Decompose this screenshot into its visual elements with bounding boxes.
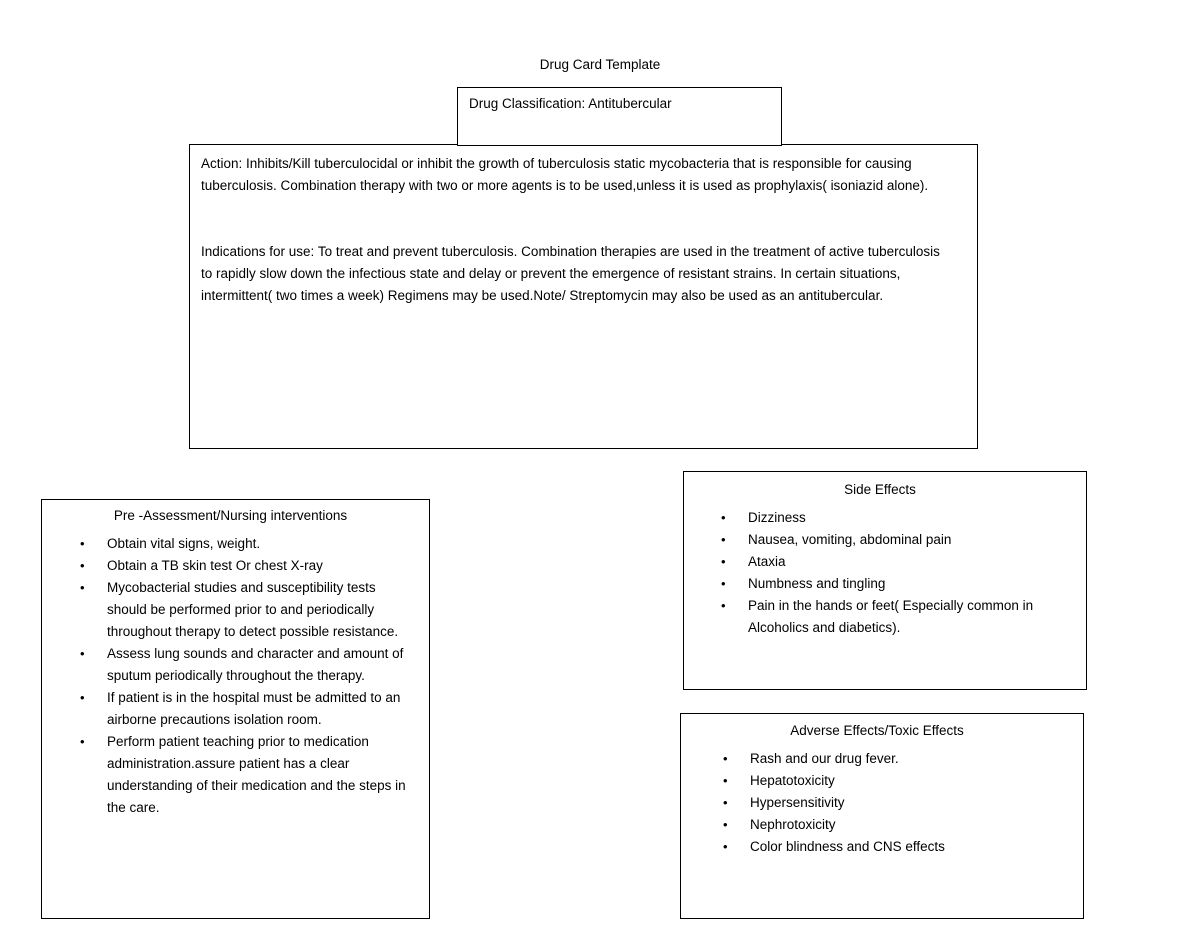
bullet-icon: • — [723, 817, 728, 832]
list-item-text: Obtain vital signs, weight. — [107, 536, 261, 551]
list-item — [42, 643, 419, 687]
list-item — [684, 573, 1076, 595]
bullet-icon: • — [723, 751, 728, 766]
list-item — [684, 507, 1076, 529]
bullet-icon: • — [80, 734, 85, 749]
side-effects-box — [683, 471, 1087, 690]
list-item — [681, 748, 1073, 770]
pre-assessment-heading: Pre -Assessment/Nursing interventions — [113, 508, 348, 523]
list-item — [681, 792, 1073, 814]
list-item — [684, 551, 1076, 573]
drug-classification-box — [457, 87, 782, 146]
bullet-icon: • — [721, 510, 726, 525]
pre-assessment-box — [41, 499, 430, 919]
action-indications-box — [189, 144, 978, 449]
list-item-text: Dizziness — [748, 510, 806, 525]
action-text: Action: Inhibits/Kill tuberculocidal or inhibit the growth of tuberculosis static mycobacteria that is responsible for causing tuberculosis. Combination therapy with two or more agents is to be used,unless it is used as prophylaxis( isoniazid alone). — [201, 156, 929, 193]
list-item — [42, 687, 419, 731]
list-item — [681, 770, 1073, 792]
list-item-text: Nephrotoxicity — [750, 817, 836, 832]
list-item — [42, 555, 419, 577]
list-item-text: Pain in the hands or feet( Especially common in Alcoholics and diabetics). — [748, 598, 1034, 635]
bullet-icon: • — [80, 690, 85, 705]
list-item — [681, 814, 1073, 836]
list-item-text: Hepatotoxicity — [750, 773, 835, 788]
list-item-text: Perform patient teaching prior to medication administration.assure patient has a clear understanding of their medication and the steps in the care. — [107, 734, 406, 815]
bullet-icon: • — [80, 536, 85, 551]
list-item-text: Ataxia — [748, 554, 786, 569]
list-item-text: Assess lung sounds and character and amount of sputum periodically throughout the therapy. — [107, 646, 404, 683]
bullet-icon: • — [721, 598, 726, 613]
list-item-text: Rash and our drug fever. — [750, 751, 899, 766]
side-effects-heading: Side Effects — [844, 482, 916, 497]
list-item-text: Numbness and tingling — [748, 576, 886, 591]
bullet-icon: • — [721, 576, 726, 591]
list-item — [684, 595, 1076, 639]
adverse-effects-box — [680, 713, 1084, 919]
list-item — [42, 577, 419, 643]
page-title: Drug Card Template — [539, 57, 661, 72]
bullet-icon: • — [80, 558, 85, 573]
list-item-text: Hypersensitivity — [750, 795, 845, 810]
side-effects-list — [684, 507, 1076, 639]
list-item — [42, 533, 419, 555]
bullet-icon: • — [80, 580, 85, 595]
list-item — [42, 731, 419, 819]
bullet-icon: • — [723, 773, 728, 788]
drug-classification-text: Drug Classification: Antitubercular — [469, 96, 672, 111]
list-item-text: Obtain a TB skin test Or chest X-ray — [107, 558, 323, 573]
list-item — [681, 836, 1073, 858]
adverse-effects-heading: Adverse Effects/Toxic Effects — [790, 723, 964, 738]
bullet-icon: • — [721, 554, 726, 569]
bullet-icon: • — [723, 795, 728, 810]
bullet-icon: • — [721, 532, 726, 547]
list-item — [684, 529, 1076, 551]
indications-text: Indications for use: To treat and prevent tuberculosis. Combination therapies are used in the treatment of active tuberculosis to rapidly slow down the infectious state and delay or prevent the emergence of resistant strains. In certain situations, intermittent( two times a week) Regimens may be used.Note/ Streptomycin may also be used as an antitubercular. — [201, 244, 940, 303]
bullet-icon: • — [723, 839, 728, 854]
pre-assessment-list — [42, 533, 419, 819]
paragraph-gap — [201, 197, 947, 241]
list-item-text: If patient is in the hospital must be admitted to an airborne precautions isolation room. — [107, 690, 401, 727]
list-item-text: Mycobacterial studies and susceptibility tests should be performed prior to and periodically throughout therapy to detect possible resistance. — [107, 580, 399, 639]
adverse-effects-list — [681, 748, 1073, 858]
list-item-text: Nausea, vomiting, abdominal pain — [748, 532, 952, 547]
bullet-icon: • — [80, 646, 85, 661]
list-item-text: Color blindness and CNS effects — [750, 839, 945, 854]
